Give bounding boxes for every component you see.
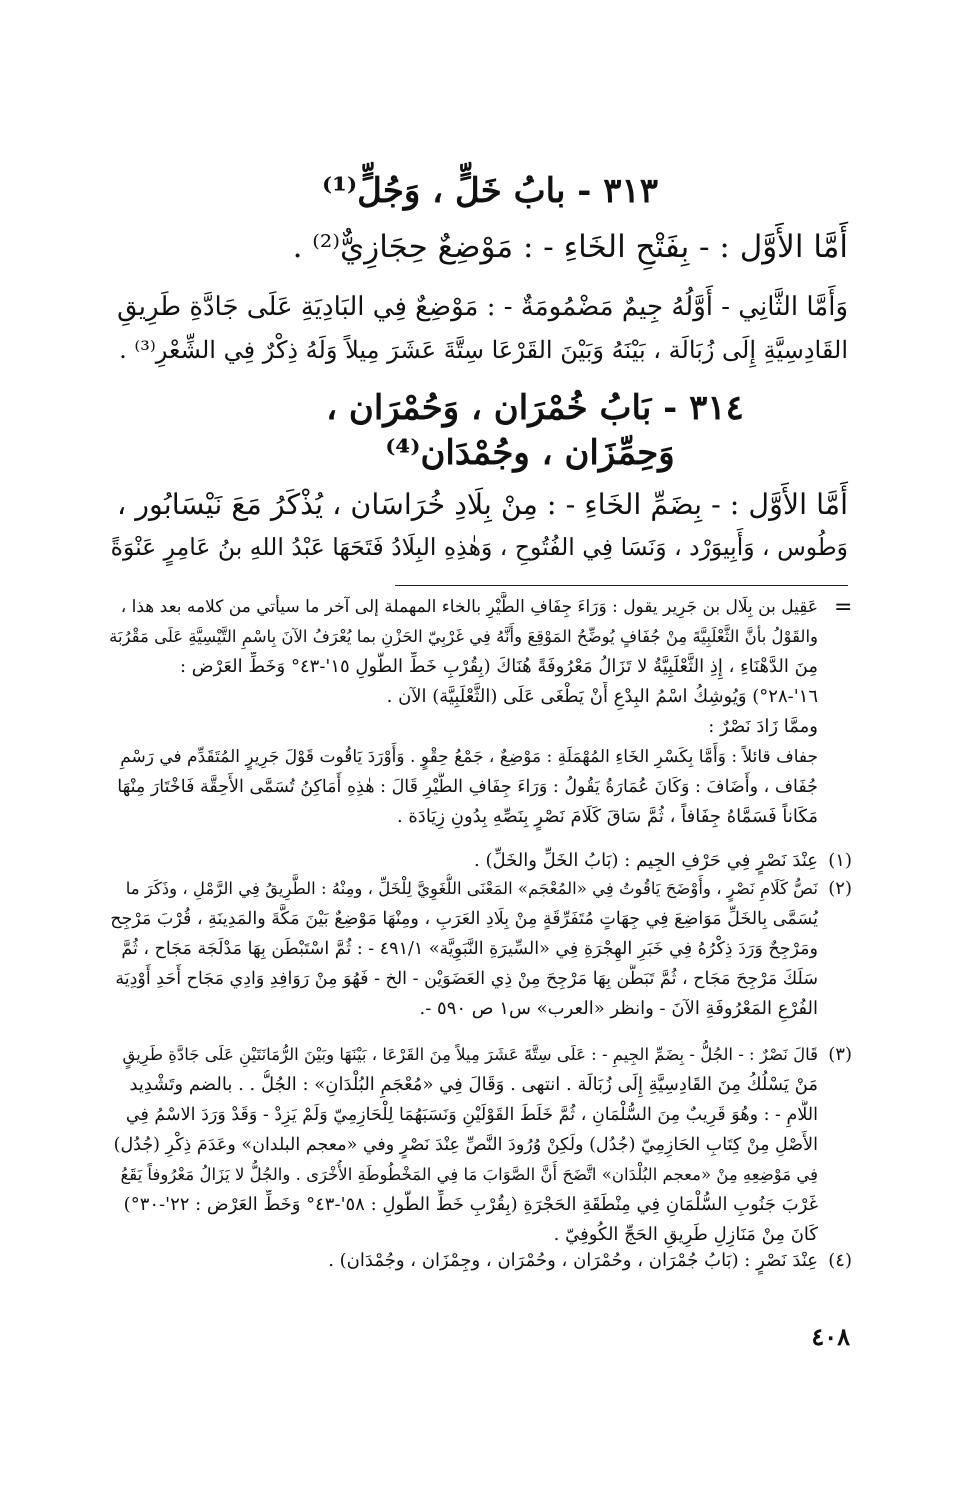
footnote-line: جفاف قائلاً : وَأَمَّا بِكَسْرِ الخَاءِ المُهْمَلَةِ : مَوْضِعٌ ، جَمْعُ حِقْوٍ . وَأَوْرَدَ يَاقُوت قَوْلَ جَرِيرٍ المُتَقَدِّم في رَسْمِ [120, 747, 818, 767]
footnote-number: (١) [828, 850, 852, 871]
footnote-line: مَنْ يَسْلُكُ مِنَ القَادِسِيَّةِ إِلَى زُبَالَة . انتهى . وَقَالَ فِي «مُعْجَمِ البُلْدَانِ» : الجُلُّ . . بالضم وتَشْدِيد [129, 1074, 818, 1095]
body-line: أَمَّا الأَوَّل : - بِفَتْحِ الخَاءِ - : مَوْضِعٌ حِجَازِيٌّ⁽²⁾ . [292, 229, 848, 265]
footnote-number: (٤) [828, 1250, 852, 1271]
section-heading-314-line2: وَحِمِّزَان ، وجُمْدَان⁽⁴⁾ [385, 433, 675, 473]
footnote-line: وممَّا زَادَ نَصْرٌ : [708, 716, 818, 737]
footnote-line: سَلَكَ مَرْجِحَ مَجَاح ، ثُمَّ تَبَطَّن بِهَا مَرْجِحَ مِنْ ذِي العَضَوَيْن - الخ - فَهُوَ مِنْ رَوَافِدِ وَادِي مَجَاح أَحَدِ أَوْدِيَة [115, 969, 818, 989]
footnote-extra [108, 712, 818, 832]
footnote-line: جُفَاف ، وأَضَافَ : وَكَانَ عُمَارَةُ يَقُولُ : وَرَاءَ جِفَافِ الطَّيْرِ قَالَ : هٰذِهِ أَمَاكِنُ تُسَمَّى الأَحِقَّة فَاخْتَارَ مِنْهَا [117, 777, 818, 797]
footnote-line: مَكَاناً فَسَمَّاهُ جِفَافاً ، ثُمَّ سَاقَ كَلَامَ نَصْرٍ بِنَصِّهِ بِدُونِ زِيَادَة . [396, 806, 818, 827]
footnote-line: يُسَمَّى بِالخَلِّ مَوَاضِعَ فِي جِهَاتٍ مُتَفَرِّقَةٍ مِنْ بِلَادِ العَرَبِ ، ومِنْهَا مَوْضِعٌ بَيْنَ مَكَّةَ والمَدِينَةِ ، قُرْبَ مَرْجِح [110, 909, 818, 929]
footnote-line: مِنَ الدَّهْنَاءِ ، إِذِ الثَّعْلَبِيَّةُ لا تَزَالُ مَعْرُوفَةً هُنَاكَ (بِقُرْبِ خَطِّ الطُّولِ ١٥'-٤٣° وَخَطِّ العَرْض : [179, 656, 818, 677]
body-line: وَطُوس ، وَأَبِيوَرْد ، وَنَسَا فِي الفُتُوحِ ، وَهٰذِهِ البِلَادُ فَتَحَهَا عَبْدُ اللهِ بنُ عَامِرٍ عَنْوَةً [110, 533, 848, 561]
footnote-continued [108, 592, 818, 712]
footnote-3 [108, 1040, 818, 1250]
footnote-line: فِي مَوْضِعِهِ مِنْ «معجم البُلْدَان» اتَّضَحَ أَنَّ الصَّوَابَ مَا فِي المَخْطُوطَةِ الأُخْرَى . والجُلُّ لا يَزَالُ مَعْرُوفاً يَقَعُ [120, 1165, 818, 1184]
footnote-line: الفُرْعِ المَعْرُوفَةِ الآنَ - وانظر «العرب» س١ ص ٥٩٠ -. [419, 998, 818, 1019]
section-heading-314-line1: ٣١٤ - بَابُ خُمْرَان ، وَحُمْرَان ، [326, 388, 744, 428]
footnote-line: كَانَ مِنْ مَنَازِلِ طَرِيقِ الحَجِّ الكُوفِيّ . [553, 1224, 818, 1245]
footnote-line: ١٦'-٢٨°) وَيُوشِكُ اسْمُ البِدْعِ أَنْ يَطْغَى عَلَى (الثَّعْلَبِيَّة) الآن . [386, 686, 818, 707]
footnote-line: الأَصْلِ مِنْ كِتَابِ الحَازِمِيّ (جُدُل) ولَكِنْ وُرُودَ النَّصِّ عِنْدَ نَصْرٍ وفي «معجم البلدان» وعَدَمَ ذِكْرِ (جُدُل) [113, 1135, 818, 1155]
footnote-line: عَقِيل بن بِلَال بن جَرِير يقول : وَرَاءَ جِفَافِ الطَّيْرِ بالخاء المهملة إلى آخر ما سيأتي من كلامه بعد هذا ، [120, 597, 818, 617]
page-number: ٤٠٨ [811, 1322, 850, 1351]
footnote-line: قَالَ نَصْرٌ : - الجُلُّ - بِضَمِّ الجِيمِ - : عَلَى سِتَّةَ عَشَرَ مِيلاً مِنَ القَرْعَا ، بَيْنَهَا وبَيْنَ الرُّمَانَتَيْنِ عَلَى جَادَّةِ طَرِيقٍ [122, 1045, 818, 1064]
body-line: أَمَّا الأَوَّل : - بِضَمِّ الخَاءِ - : مِنْ بِلَادِ خُرَاسَان ، يُذْكَرُ مَعَ نَيْسَابُور ، [117, 488, 848, 521]
section-heading-313: ٣١٣ - بابُ خَلٍّ ، وَجُلٍّ⁽¹⁾ [321, 171, 659, 211]
continuation-mark: = [834, 595, 853, 620]
footnote-line: نَصُّ كَلَامِ نَصْرٍ ، وأَوْضَحَ يَاقُوتُ فِي «المُعْجَم» المَعْنَى اللُّغَوِيَّ لِلْخَلِّ ، ومِنْهُ : الطَّرِيقُ فِي الرَّمْلِ ، وذَكَرَ ما [125, 879, 818, 898]
footnote-separator [395, 585, 848, 586]
footnote-line: اللَّامِ - : وهُوَ قَرِيبٌ مِنَ السُّلْمَانِ ، ثُمَّ خَلَطَ القَوْلَيْنِ وَنَسَبَهُمَا لِلْحَازِمِيّ وَلَمْ يَزِدْ - وَقَدْ وَرَدَ الاسْمُ فِي [125, 1105, 818, 1125]
footnote-2 [108, 874, 818, 1024]
body-line: القَادِسِيَّةِ إِلَى زُبَالَة ، بَيْنَهُ وَبَيْنَ القَرْعَا سِتَّةَ عَشَرَ مِيلاً وَلَهُ ذِكْرٌ فِي الشِّعْرِ⁽³⁾ . [119, 336, 848, 364]
footnote-line: عِنْدَ نَصْرٍ فِي حَرْفِ الجِيم : (بَابُ الخَلِّ والخَلِّ) . [474, 850, 818, 871]
footnote-line: ومَرْجِحٌ وَرَدَ ذِكْرُهُ فِي خَبَرِ الهِجْرَةِ فِي «السِّيرَةِ النَّبَوِيَّة» ٤٩١/١ - : ثُمَّ اسْتَبْطَن بِهَا مَدْلَجَة مَجَاح ، ثُمَّ [121, 939, 818, 959]
footnote-4 [108, 1246, 818, 1276]
footnote-line: غَرْبَ جَنُوبِ السُّلْمَانِ فِي مِنْطَقَةِ الحَجْرَةِ (بِقُرْبِ خَطِّ الطُّولِ : ٥٨'-٤٣° وَخَطِّ العَرْض : ٢٢'-٣٠°) [123, 1194, 818, 1215]
footnote-number: (٢) [828, 878, 852, 899]
body-line: وَأَمَّا الثَّانِي - أَوَّلُهُ جِيمٌ مَضْمُومَةٌ - : مَوْضِعٌ فِي البَادِيَةِ عَلَى جَادَّةِ طَرِيقِ [117, 292, 848, 322]
footnote-line: عِنْدَ نَصْرٍ : (بَابُ جُمْرَان ، وحُمْرَان ، وحُمْرَان ، وجِمْزَان ، وجُمْدَان) . [328, 1250, 818, 1271]
footnote-1 [108, 846, 818, 876]
footnote-line: والقَوْلُ بأنَّ الثَّعْلَبِيَّةَ مِنْ جُفَافٍ يُوضِّحُ المَوْقِعَ وأَنَّهُ فِي غَرْبِيّ الحَزْنِ بما يُعْرَفُ الآنَ بِاسْمِ التَّيْسِيَّةِ عَلَى مَقْرُبَة [109, 627, 818, 646]
footnote-number: (٣) [828, 1044, 852, 1065]
